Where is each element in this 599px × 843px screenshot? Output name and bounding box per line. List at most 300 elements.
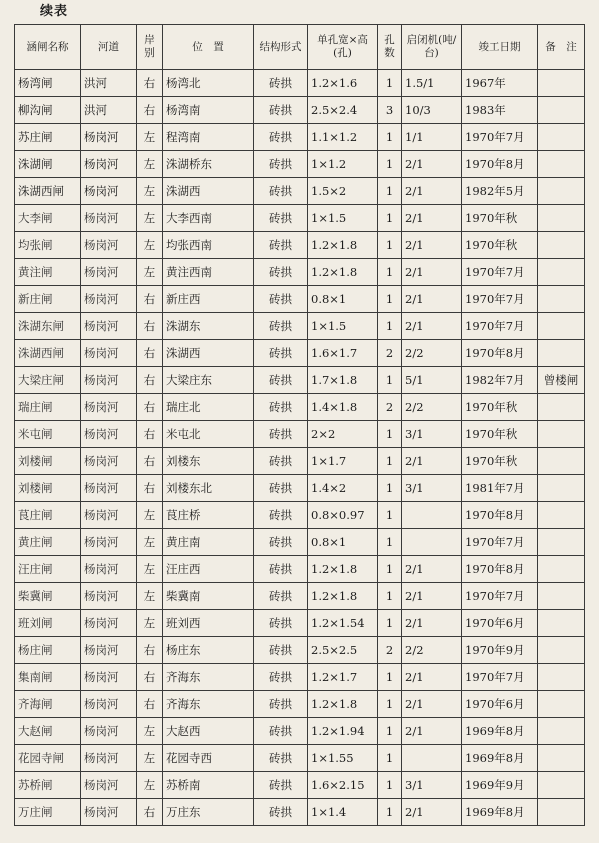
- cell-remark: [538, 448, 585, 475]
- cell-river: 杨岗河: [81, 529, 137, 556]
- cell-size: 1×1.2: [308, 151, 378, 178]
- table-row: [15, 637, 585, 664]
- cell-hoist: 3/1: [402, 421, 462, 448]
- cell-date: 1982年7月: [462, 367, 538, 394]
- cell-date: 1970年7月: [462, 286, 538, 313]
- cell-size: 1.2×1.8: [308, 583, 378, 610]
- cell-name: 柴冀闸: [15, 583, 81, 610]
- cell-hoist: [402, 529, 462, 556]
- cell-river: 杨岗河: [81, 448, 137, 475]
- cell-name: 大赵闸: [15, 718, 81, 745]
- cell-holes: 1: [378, 178, 402, 205]
- cell-holes: 2: [378, 340, 402, 367]
- cell-river: 杨岗河: [81, 286, 137, 313]
- continued-table-label: 续表: [40, 4, 69, 19]
- cell-river: 杨岗河: [81, 205, 137, 232]
- cell-size: 2.5×2.5: [308, 637, 378, 664]
- cell-name: 大梁庄闸: [15, 367, 81, 394]
- cell-structure: 砖拱: [254, 97, 308, 124]
- cell-remark: [538, 286, 585, 313]
- cell-bank: 右: [137, 691, 163, 718]
- cell-bank: 右: [137, 664, 163, 691]
- cell-size: 2×2: [308, 421, 378, 448]
- cell-river: 杨岗河: [81, 421, 137, 448]
- header-holes: 孔数: [378, 25, 402, 70]
- cell-structure: 砖拱: [254, 691, 308, 718]
- cell-name: 齐海闸: [15, 691, 81, 718]
- cell-river: 杨岗河: [81, 367, 137, 394]
- cell-bank: 左: [137, 232, 163, 259]
- cell-remark: [538, 745, 585, 772]
- cell-date: 1969年8月: [462, 718, 538, 745]
- cell-bank: 左: [137, 556, 163, 583]
- cell-remark: [538, 529, 585, 556]
- cell-location: 刘楼东北: [163, 475, 254, 502]
- cell-structure: 砖拱: [254, 232, 308, 259]
- cell-holes: 1: [378, 151, 402, 178]
- table-row: [15, 718, 585, 745]
- cell-size: 1×1.5: [308, 313, 378, 340]
- cell-name: 茛庄闸: [15, 502, 81, 529]
- cell-structure: 砖拱: [254, 583, 308, 610]
- table-row: [15, 610, 585, 637]
- cell-hoist: 2/1: [402, 178, 462, 205]
- table-row: [15, 340, 585, 367]
- cell-date: 1970年秋: [462, 205, 538, 232]
- cell-holes: 1: [378, 448, 402, 475]
- cell-location: 万庄东: [163, 799, 254, 826]
- table-body: [15, 70, 585, 826]
- cell-structure: 砖拱: [254, 799, 308, 826]
- cell-remark: [538, 340, 585, 367]
- cell-size: 1.7×1.8: [308, 367, 378, 394]
- cell-date: 1970年8月: [462, 502, 538, 529]
- cell-structure: 砖拱: [254, 745, 308, 772]
- cell-structure: 砖拱: [254, 178, 308, 205]
- cell-hoist: [402, 502, 462, 529]
- cell-structure: 砖拱: [254, 421, 308, 448]
- cell-bank: 左: [137, 151, 163, 178]
- cell-holes: 1: [378, 772, 402, 799]
- cell-holes: 1: [378, 475, 402, 502]
- table-row: [15, 691, 585, 718]
- cell-size: 0.8×1: [308, 529, 378, 556]
- cell-location: 洙湖桥东: [163, 151, 254, 178]
- cell-bank: 左: [137, 772, 163, 799]
- cell-name: 集南闸: [15, 664, 81, 691]
- cell-bank: 右: [137, 286, 163, 313]
- cell-holes: 1: [378, 664, 402, 691]
- cell-location: 刘楼东: [163, 448, 254, 475]
- cell-holes: 1: [378, 610, 402, 637]
- cell-name: 刘楼闸: [15, 448, 81, 475]
- cell-size: 1.4×2: [308, 475, 378, 502]
- cell-name: 洙湖闸: [15, 151, 81, 178]
- cell-remark: [538, 124, 585, 151]
- cell-size: 1.4×1.8: [308, 394, 378, 421]
- cell-date: 1967年: [462, 70, 538, 97]
- cell-date: 1970年7月: [462, 529, 538, 556]
- cell-hoist: 3/1: [402, 475, 462, 502]
- cell-size: 1.2×1.6: [308, 70, 378, 97]
- cell-date: 1970年9月: [462, 637, 538, 664]
- cell-date: 1969年9月: [462, 772, 538, 799]
- cell-holes: 1: [378, 259, 402, 286]
- cell-holes: 1: [378, 313, 402, 340]
- cell-hoist: 3/1: [402, 772, 462, 799]
- cell-structure: 砖拱: [254, 259, 308, 286]
- cell-structure: 砖拱: [254, 394, 308, 421]
- cell-river: 杨岗河: [81, 475, 137, 502]
- cell-location: 花园寺西: [163, 745, 254, 772]
- cell-bank: 右: [137, 313, 163, 340]
- cell-remark: [538, 70, 585, 97]
- cell-river: 杨岗河: [81, 664, 137, 691]
- cell-bank: 右: [137, 70, 163, 97]
- cell-date: 1970年8月: [462, 151, 538, 178]
- cell-size: 1.6×2.15: [308, 772, 378, 799]
- cell-name: 新庄闸: [15, 286, 81, 313]
- cell-hoist: 1/1: [402, 124, 462, 151]
- table-row: [15, 664, 585, 691]
- table-row: [15, 232, 585, 259]
- cell-location: 齐海东: [163, 691, 254, 718]
- cell-date: 1970年8月: [462, 556, 538, 583]
- cell-holes: 1: [378, 421, 402, 448]
- header-location: 位 置: [163, 25, 254, 70]
- cell-size: 1.2×1.8: [308, 556, 378, 583]
- cell-remark: [538, 394, 585, 421]
- cell-hoist: 2/1: [402, 691, 462, 718]
- header-hoist: 启闭机(吨/台): [402, 25, 462, 70]
- cell-location: 米屯北: [163, 421, 254, 448]
- table-row: [15, 286, 585, 313]
- cell-remark: [538, 421, 585, 448]
- cell-hoist: 2/1: [402, 205, 462, 232]
- cell-bank: 左: [137, 529, 163, 556]
- cell-river: 杨岗河: [81, 502, 137, 529]
- table-row: [15, 475, 585, 502]
- cell-river: 洪河: [81, 97, 137, 124]
- cell-hoist: 2/1: [402, 448, 462, 475]
- cell-holes: 1: [378, 529, 402, 556]
- cell-bank: 右: [137, 637, 163, 664]
- cell-bank: 右: [137, 340, 163, 367]
- cell-location: 苏桥南: [163, 772, 254, 799]
- cell-hoist: 2/1: [402, 313, 462, 340]
- cell-structure: 砖拱: [254, 70, 308, 97]
- cell-hoist: 2/1: [402, 151, 462, 178]
- cell-name: 洙湖东闸: [15, 313, 81, 340]
- cell-bank: 右: [137, 448, 163, 475]
- cell-bank: 左: [137, 124, 163, 151]
- cell-date: 1969年8月: [462, 799, 538, 826]
- cell-date: 1970年8月: [462, 340, 538, 367]
- cell-river: 杨岗河: [81, 178, 137, 205]
- cell-location: 黄庄南: [163, 529, 254, 556]
- cell-structure: 砖拱: [254, 313, 308, 340]
- cell-holes: 2: [378, 637, 402, 664]
- header-name: 涵闸名称: [15, 25, 81, 70]
- cell-bank: 左: [137, 205, 163, 232]
- cell-size: 1.2×1.54: [308, 610, 378, 637]
- table-row: [15, 556, 585, 583]
- cell-size: 0.8×0.97: [308, 502, 378, 529]
- cell-river: 杨岗河: [81, 583, 137, 610]
- cell-structure: 砖拱: [254, 529, 308, 556]
- table-row: [15, 97, 585, 124]
- header-structure: 结构形式: [254, 25, 308, 70]
- cell-river: 洪河: [81, 70, 137, 97]
- cell-hoist: 10/3: [402, 97, 462, 124]
- cell-hoist: 2/2: [402, 394, 462, 421]
- cell-name: 苏桥闸: [15, 772, 81, 799]
- cell-structure: 砖拱: [254, 664, 308, 691]
- cell-bank: 右: [137, 799, 163, 826]
- cell-holes: 1: [378, 556, 402, 583]
- cell-name: 杨庄闸: [15, 637, 81, 664]
- cell-size: 1×1.55: [308, 745, 378, 772]
- cell-structure: 砖拱: [254, 637, 308, 664]
- cell-remark: [538, 259, 585, 286]
- cell-remark: [538, 97, 585, 124]
- cell-name: 洙湖西闸: [15, 178, 81, 205]
- sluice-table: [14, 24, 585, 826]
- cell-holes: 1: [378, 232, 402, 259]
- cell-structure: 砖拱: [254, 610, 308, 637]
- header-river: 河道: [81, 25, 137, 70]
- cell-bank: 右: [137, 367, 163, 394]
- table-row: [15, 178, 585, 205]
- cell-structure: 砖拱: [254, 286, 308, 313]
- cell-size: 1.2×1.8: [308, 232, 378, 259]
- cell-name: 柳沟闸: [15, 97, 81, 124]
- cell-remark: [538, 691, 585, 718]
- cell-structure: 砖拱: [254, 772, 308, 799]
- cell-river: 杨岗河: [81, 718, 137, 745]
- table-row: [15, 313, 585, 340]
- cell-river: 杨岗河: [81, 151, 137, 178]
- table-row: [15, 205, 585, 232]
- table-row: [15, 151, 585, 178]
- cell-name: 瑞庄闸: [15, 394, 81, 421]
- cell-hoist: 2/1: [402, 286, 462, 313]
- cell-date: 1970年6月: [462, 610, 538, 637]
- cell-hoist: 5/1: [402, 367, 462, 394]
- cell-date: 1970年6月: [462, 691, 538, 718]
- table-row: [15, 583, 585, 610]
- cell-date: 1969年8月: [462, 745, 538, 772]
- header-bank: 岸别: [137, 25, 163, 70]
- cell-location: 班刘西: [163, 610, 254, 637]
- cell-remark: [538, 232, 585, 259]
- cell-hoist: 2/1: [402, 799, 462, 826]
- cell-holes: 1: [378, 70, 402, 97]
- cell-hoist: 2/1: [402, 232, 462, 259]
- cell-date: 1970年7月: [462, 664, 538, 691]
- header-size: 单孔宽×高(孔): [308, 25, 378, 70]
- cell-holes: 1: [378, 502, 402, 529]
- cell-location: 汪庄西: [163, 556, 254, 583]
- cell-hoist: 2/1: [402, 556, 462, 583]
- cell-hoist: 2/1: [402, 259, 462, 286]
- cell-date: 1970年7月: [462, 313, 538, 340]
- cell-bank: 左: [137, 718, 163, 745]
- cell-hoist: 2/1: [402, 583, 462, 610]
- header-remark: 备 注: [538, 25, 585, 70]
- cell-date: 1982年5月: [462, 178, 538, 205]
- cell-size: 2.5×2.4: [308, 97, 378, 124]
- cell-bank: 左: [137, 610, 163, 637]
- header-date: 竣工日期: [462, 25, 538, 70]
- cell-structure: 砖拱: [254, 367, 308, 394]
- cell-date: 1970年7月: [462, 583, 538, 610]
- cell-date: 1981年7月: [462, 475, 538, 502]
- cell-remark: [538, 583, 585, 610]
- cell-name: 洙湖西闸: [15, 340, 81, 367]
- cell-date: 1970年7月: [462, 124, 538, 151]
- cell-bank: 右: [137, 97, 163, 124]
- cell-date: 1970年秋: [462, 394, 538, 421]
- cell-remark: [538, 556, 585, 583]
- cell-bank: 左: [137, 583, 163, 610]
- cell-river: 杨岗河: [81, 313, 137, 340]
- table-row: [15, 70, 585, 97]
- cell-bank: 左: [137, 745, 163, 772]
- cell-size: 1.2×1.8: [308, 691, 378, 718]
- cell-river: 杨岗河: [81, 556, 137, 583]
- cell-river: 杨岗河: [81, 772, 137, 799]
- cell-date: 1970年秋: [462, 232, 538, 259]
- cell-bank: 右: [137, 475, 163, 502]
- cell-structure: 砖拱: [254, 448, 308, 475]
- cell-location: 杨湾南: [163, 97, 254, 124]
- cell-holes: 1: [378, 718, 402, 745]
- cell-structure: 砖拱: [254, 124, 308, 151]
- cell-remark: [538, 205, 585, 232]
- cell-hoist: 2/1: [402, 718, 462, 745]
- cell-hoist: 2/1: [402, 610, 462, 637]
- table-row: [15, 799, 585, 826]
- cell-size: 1×1.7: [308, 448, 378, 475]
- cell-size: 1.1×1.2: [308, 124, 378, 151]
- cell-structure: 砖拱: [254, 475, 308, 502]
- table-row: [15, 772, 585, 799]
- cell-structure: 砖拱: [254, 151, 308, 178]
- cell-location: 柴冀南: [163, 583, 254, 610]
- cell-size: 1×1.4: [308, 799, 378, 826]
- cell-size: 1.5×2: [308, 178, 378, 205]
- cell-river: 杨岗河: [81, 610, 137, 637]
- cell-name: 均张闸: [15, 232, 81, 259]
- cell-bank: 右: [137, 394, 163, 421]
- cell-holes: 1: [378, 691, 402, 718]
- cell-name: 刘楼闸: [15, 475, 81, 502]
- cell-location: 大李西南: [163, 205, 254, 232]
- cell-size: 1.2×1.8: [308, 259, 378, 286]
- cell-date: 1970年秋: [462, 448, 538, 475]
- cell-hoist: 2/1: [402, 664, 462, 691]
- cell-holes: 1: [378, 583, 402, 610]
- cell-hoist: [402, 745, 462, 772]
- cell-holes: 1: [378, 367, 402, 394]
- cell-location: 杨庄东: [163, 637, 254, 664]
- table-row: [15, 529, 585, 556]
- cell-remark: [538, 610, 585, 637]
- cell-name: 万庄闸: [15, 799, 81, 826]
- cell-location: 洙湖西: [163, 340, 254, 367]
- cell-bank: 左: [137, 259, 163, 286]
- cell-name: 米屯闸: [15, 421, 81, 448]
- cell-remark: [538, 637, 585, 664]
- cell-date: 1970年7月: [462, 259, 538, 286]
- cell-location: 黄注西南: [163, 259, 254, 286]
- cell-river: 杨岗河: [81, 394, 137, 421]
- cell-river: 杨岗河: [81, 259, 137, 286]
- table-row: [15, 745, 585, 772]
- cell-size: 1.2×1.94: [308, 718, 378, 745]
- cell-remark: [538, 502, 585, 529]
- cell-size: 0.8×1: [308, 286, 378, 313]
- table-row: [15, 124, 585, 151]
- cell-location: 茛庄桥: [163, 502, 254, 529]
- cell-holes: 1: [378, 799, 402, 826]
- cell-remark: [538, 178, 585, 205]
- cell-name: 汪庄闸: [15, 556, 81, 583]
- cell-remark: [538, 151, 585, 178]
- cell-name: 苏庄闸: [15, 124, 81, 151]
- cell-size: 1.2×1.7: [308, 664, 378, 691]
- table-row: [15, 259, 585, 286]
- cell-structure: 砖拱: [254, 502, 308, 529]
- cell-bank: 左: [137, 178, 163, 205]
- cell-holes: 1: [378, 124, 402, 151]
- cell-location: 大梁庄东: [163, 367, 254, 394]
- table-row: [15, 367, 585, 394]
- cell-size: 1×1.5: [308, 205, 378, 232]
- table-row: [15, 502, 585, 529]
- cell-location: 新庄西: [163, 286, 254, 313]
- cell-name: 黄注闸: [15, 259, 81, 286]
- cell-remark: [538, 772, 585, 799]
- cell-bank: 右: [137, 421, 163, 448]
- cell-name: 花园寺闸: [15, 745, 81, 772]
- cell-remark: [538, 475, 585, 502]
- table-row: [15, 421, 585, 448]
- cell-structure: 砖拱: [254, 205, 308, 232]
- cell-remark: [538, 718, 585, 745]
- table-row: [15, 448, 585, 475]
- cell-remark: [538, 799, 585, 826]
- cell-holes: 1: [378, 745, 402, 772]
- cell-hoist: 2/2: [402, 637, 462, 664]
- cell-holes: 2: [378, 394, 402, 421]
- cell-river: 杨岗河: [81, 745, 137, 772]
- cell-location: 杨湾北: [163, 70, 254, 97]
- cell-name: 班刘闸: [15, 610, 81, 637]
- cell-remark: [538, 664, 585, 691]
- cell-location: 瑞庄北: [163, 394, 254, 421]
- cell-structure: 砖拱: [254, 556, 308, 583]
- cell-location: 均张西南: [163, 232, 254, 259]
- table-row: [15, 394, 585, 421]
- cell-remark: [538, 313, 585, 340]
- cell-hoist: 1.5/1: [402, 70, 462, 97]
- cell-river: 杨岗河: [81, 124, 137, 151]
- cell-holes: 3: [378, 97, 402, 124]
- cell-structure: 砖拱: [254, 340, 308, 367]
- cell-size: 1.6×1.7: [308, 340, 378, 367]
